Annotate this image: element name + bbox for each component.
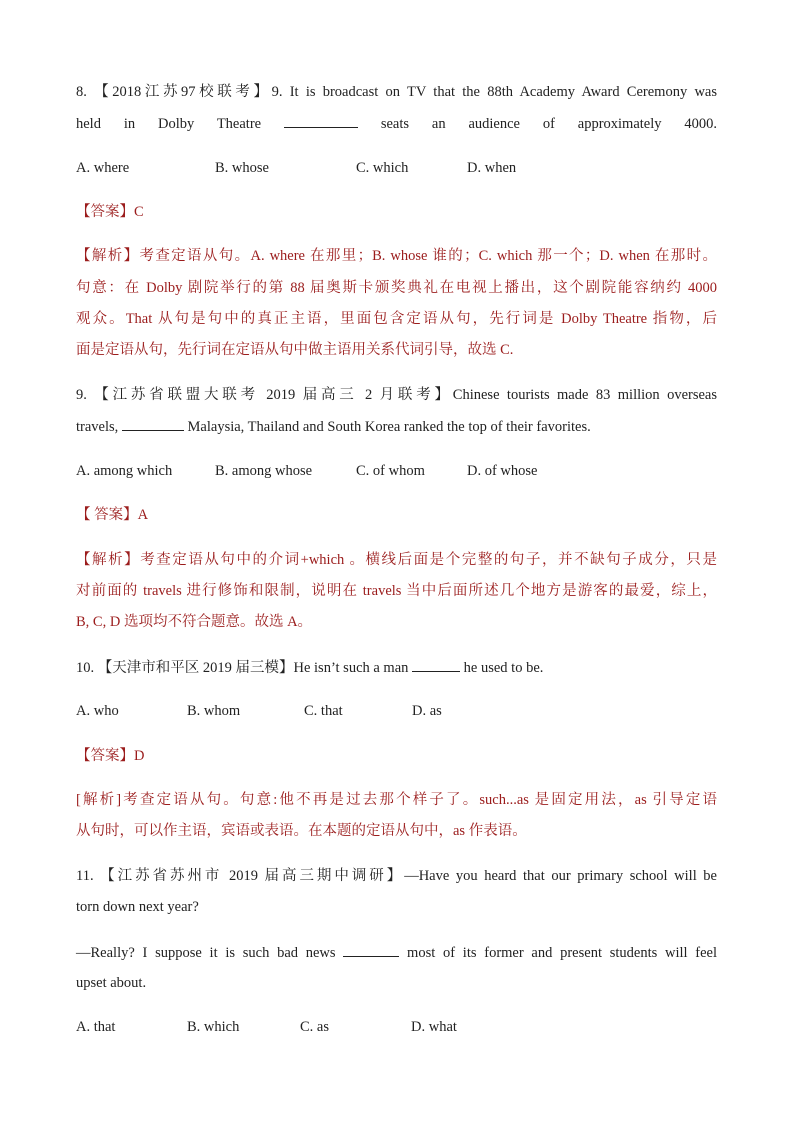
q8-analysis-line2: 句意：在 Dolby 剧院举行的第 88 届奥斯卡颁奖典礼在电视上播出，这个剧院能容纳约 4000 [76,280,717,296]
q11-stem-text-b: most of its former and present students will feel [407,945,718,961]
q11-option-d: D. what [411,1019,457,1035]
q8-analysis-line1: 【解析】考查定语从句。A. where 在那里；B. whose 谁的；C. which 那一个；D. when 在那时。 [76,248,717,264]
q8-option-b: B. whose [215,160,269,176]
q10-analysis-line2: 从句时，可以作主语，宾语或表语。在本题的定语从句中，as 作表语。 [76,823,527,839]
q8-option-d: D. when [467,160,517,176]
q11-stem-line3 [76,942,717,963]
q9-option-b: B. among whose [215,463,313,479]
q10-stem-text-a: 10. 【天津市和平区 2019 届三模】He isn’t such a man [76,660,409,676]
q11-stem-line1: 11. 【江苏省苏州市 2019 届高三期中调研】—Have you heard that our primary school will be [76,868,717,884]
q11-stem-text-a: —Really? I suppose it is such bad news [76,945,336,961]
q10-option-c: C. that [304,703,343,719]
q11-blank [343,942,399,957]
q10-option-d: D. as [412,703,442,719]
q9-option-d: D. of whose [467,463,538,479]
q8-stem-line2 [76,113,717,134]
q9-analysis-line1: 【解析】考查定语从句中的介词+which 。横线后面是个完整的句子，并不缺句子成分，只是 [76,552,717,568]
q10-stem-text-b: he used to be. [463,660,544,676]
q9-stem-text-b: Malaysia, Thailand and South Korea ranked the top of their favorites. [187,419,591,435]
q10-option-a: A. who [76,703,119,719]
q11-option-a: A. that [76,1019,116,1035]
q9-blank [122,416,184,431]
q8-stem-text-b: seats an audience of approximately 4000. [380,116,718,132]
q11-stem-line2: torn down next year? [76,899,199,915]
q10-option-b: B. whom [187,703,241,719]
q8-stem-text-a: held in Dolby Theatre [76,116,262,132]
q10-answer: 【答案】D [76,748,145,764]
q8-option-c: C. which [356,160,409,176]
q10-analysis-line1: [解析]考查定语从句。句意:他不再是过去那个样子了。such...as 是固定用法，as 引导定语 [76,792,717,808]
q9-analysis-line2: 对前面的 travels 进行修饰和限制，说明在 travels 当中后面所述几个地方是游客的最爱，综上， [76,583,717,599]
q8-analysis-line3: 观众。That 从句是句中的真正主语，里面包含定语从句，先行词是 Dolby Theatre 指物，后 [76,311,717,327]
q11-stem-line4: upset about. [76,975,147,991]
q9-answer: 【 答案】A [76,507,149,523]
q11-option-b: B. which [187,1019,240,1035]
q10-stem-line1 [76,657,543,678]
q8-answer: 【答案】C [76,204,144,220]
q9-analysis-line3: B, C, D 选项均不符合题意。故选 A。 [76,614,313,630]
q8-analysis-line4: 面是定语从句，先行词在定语从句中做主语用关系代词引导，故选 C. [76,342,514,358]
q11-option-c: C. as [300,1019,329,1035]
q9-stem-text-a: travels, [76,419,119,435]
q8-stem-line1: 8. 【2018江苏97校联考】9. It is broadcast on TV that the 88th Academy Award Ceremony was [76,84,717,100]
q8-option-a: A. where [76,160,130,176]
q9-option-a: A. among which [76,463,173,479]
q9-option-c: C. of whom [356,463,425,479]
q10-blank [412,657,460,672]
q8-blank [284,113,358,128]
q9-stem-line1: 9. 【江苏省联盟大联考 2019 届高三 2 月联考】Chinese tourists made 83 million overseas [76,387,717,403]
q9-stem-line2 [76,416,591,437]
